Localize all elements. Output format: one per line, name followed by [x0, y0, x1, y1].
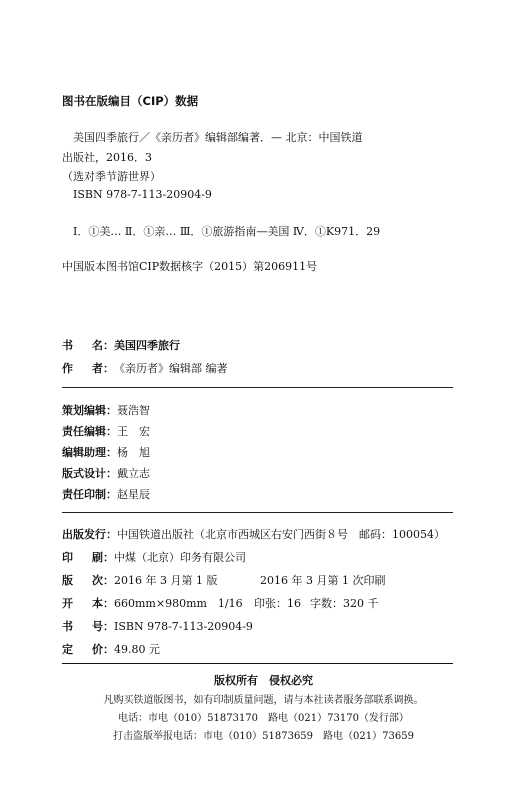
staff-value: 王 宏 [117, 425, 150, 438]
author-label-2: 者： [92, 362, 114, 375]
cip-line-record-number: 中国版本图书馆CIP数据核字（2015）第206911号 [62, 260, 318, 273]
book-title-row [62, 337, 180, 353]
copyright-notice: 版权所有 侵权必究 [214, 674, 313, 687]
cip-line-publisher: 出版社，2016．3 [62, 151, 152, 164]
quality-notice: 凡购买铁道版图书，如有印制质量问题，请与本社读者服务部联系调换。 [103, 695, 424, 706]
staff-value: 戴立志 [117, 467, 150, 480]
isbn-label-2: 号： [92, 620, 114, 633]
cip-line-series: （选对季节游世界） [62, 170, 161, 183]
edition-label-1: 版 [62, 574, 73, 587]
cip-line-main: 美国四季旅行／《亲历者》编辑部编著．— 北京：中国铁道 [73, 131, 363, 144]
staff-row [62, 444, 150, 460]
staff-row [62, 402, 150, 418]
staff-value: 赵星辰 [117, 488, 150, 501]
format-label-2: 本： [92, 597, 114, 610]
book-title-label-2: 名： [92, 339, 114, 352]
author-row [62, 360, 228, 376]
word-count-value: 字数：320 千 [310, 597, 379, 610]
author-value: 《亲历者》编辑部 编著 [114, 362, 228, 375]
printer-label-2: 刷： [92, 551, 114, 564]
price-row [62, 641, 160, 657]
book-title-label-1: 书 [62, 339, 73, 352]
format-label-1: 开 [62, 597, 73, 610]
publisher-value: 中国铁道出版社（北京市西城区右安门西街８号 邮码：100054） [117, 528, 445, 541]
staff-row [62, 465, 150, 481]
cip-line-isbn: ISBN 978-7-113-20904-9 [73, 188, 212, 201]
printer-label-1: 印 [62, 551, 73, 564]
printing-value: 2016 年 3 月第 1 次印刷 [260, 574, 386, 587]
staff-label: 策划编辑： [62, 404, 117, 417]
isbn-row [62, 618, 253, 634]
edition-label-2: 次： [92, 574, 114, 587]
price-value: 49.80 元 [114, 643, 160, 656]
edition-value: 2016 年 3 月第 1 版 [114, 574, 218, 587]
divider-2 [62, 512, 453, 513]
printer-value: 中煤（北京）印务有限公司 [114, 551, 246, 564]
isbn-label-1: 书 [62, 620, 73, 633]
piracy-hotline: 打击盗版举报电话：市电（010）51873659 路电（021）73659 [113, 731, 414, 742]
author-label-1: 作 [62, 362, 73, 375]
staff-label: 责任编辑： [62, 425, 117, 438]
divider-3 [62, 663, 453, 664]
staff-row [62, 486, 150, 502]
staff-label: 编辑助理： [62, 446, 117, 459]
cip-line-classification: Ⅰ．①美… Ⅱ．①亲… Ⅲ．①旅游指南—美国 Ⅳ．①K971．29 [73, 225, 381, 238]
staff-value: 杨 旭 [117, 446, 150, 459]
format-row [62, 595, 379, 611]
isbn-value: ISBN 978-7-113-20904-9 [114, 620, 253, 633]
sheets-value: 印张：16 [254, 597, 301, 610]
format-size-value: 660mm×980mm 1/16 [114, 597, 243, 610]
staff-label: 责任印制： [62, 488, 117, 501]
printer-row [62, 549, 246, 565]
price-label-2: 价： [92, 643, 114, 656]
edition-row [62, 572, 385, 588]
publisher-row [62, 526, 445, 542]
phone-line: 电话：市电（010）51873170 路电（021）73170（发行部） [118, 713, 409, 724]
staff-row [62, 423, 150, 439]
cip-title: 图书在版编目（CIP）数据 [62, 94, 199, 108]
divider-1 [62, 387, 453, 388]
staff-label: 版式设计： [62, 467, 117, 480]
book-title-value: 美国四季旅行 [114, 339, 180, 352]
staff-value: 聂浩智 [117, 404, 150, 417]
price-label-1: 定 [62, 643, 73, 656]
publisher-label: 出版发行： [62, 528, 117, 541]
